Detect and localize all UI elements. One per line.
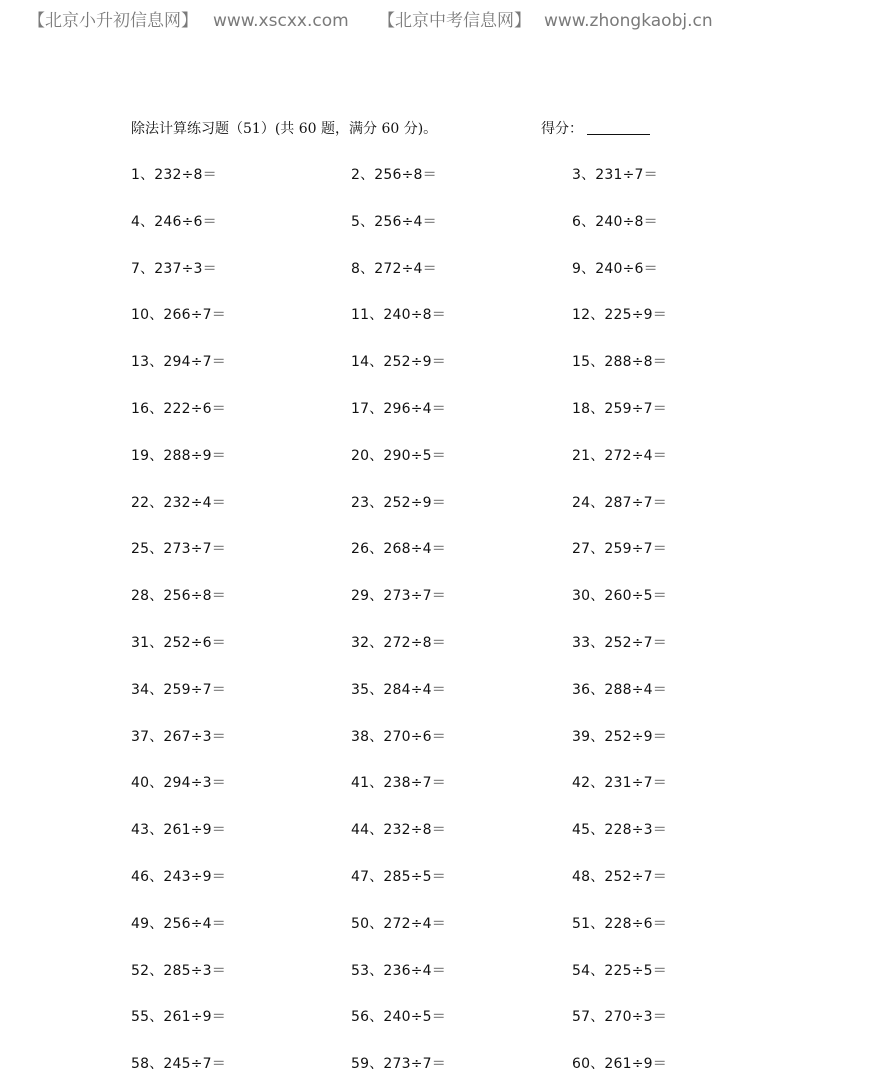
problem-item: 43、261÷9＝ [131, 822, 226, 839]
problem-item: 58、245÷7＝ [131, 1056, 226, 1073]
problem-item: 11、240÷8＝ [351, 307, 446, 324]
problem-item: 36、288÷4＝ [572, 681, 667, 698]
problem-item: 26、268÷4＝ [351, 541, 446, 558]
problem-item: 15、288÷8＝ [572, 354, 667, 371]
problem-item: 48、252÷7＝ [572, 869, 667, 885]
problem-item: 45、228÷3＝ [572, 822, 667, 839]
problem-item: 9、240÷6＝ [572, 260, 658, 277]
problem-item: 35、284÷4＝ [351, 681, 446, 698]
problem-item: 6、240÷8＝ [572, 213, 658, 230]
problem-item: 56、240÷5＝ [351, 1009, 446, 1026]
header-site-url-secondary[interactable]: www.zhongkaobj.cn [544, 11, 713, 31]
problem-item: 13、294÷7＝ [131, 354, 226, 371]
problem-item: 1、232÷8＝ [131, 167, 217, 183]
header-site-url-primary[interactable]: www.xscxx.com [213, 11, 349, 31]
score-label: 得分： [541, 121, 583, 137]
problem-item: 46、243÷9＝ [131, 869, 226, 885]
problem-item: 30、260÷5＝ [572, 588, 667, 605]
problem-item: 5、256÷4＝ [351, 213, 437, 230]
problem-item: 18、259÷7＝ [572, 401, 667, 417]
problem-item: 2、256÷8＝ [351, 167, 437, 183]
problem-item: 52、285÷3＝ [131, 962, 226, 979]
problem-item: 20、290÷5＝ [351, 447, 446, 464]
problem-item: 4、246÷6＝ [131, 213, 217, 230]
problem-item: 23、252÷9＝ [351, 494, 446, 511]
score-blank-line [587, 134, 650, 135]
problem-item: 29、273÷7＝ [351, 588, 446, 605]
problem-item: 37、267÷3＝ [131, 728, 226, 745]
problem-item: 28、256÷8＝ [131, 588, 226, 605]
problem-item: 3、231÷7＝ [572, 167, 658, 183]
problem-item: 34、259÷7＝ [131, 681, 226, 698]
problem-item: 31、252÷6＝ [131, 635, 226, 651]
problem-item: 22、232÷4＝ [131, 494, 226, 511]
problem-item: 51、228÷6＝ [572, 915, 667, 932]
problem-item: 42、231÷7＝ [572, 775, 667, 792]
header-site-name-primary: 【北京小升初信息网】 [28, 11, 198, 31]
problem-item: 14、252÷9＝ [351, 354, 446, 371]
problem-item: 27、259÷7＝ [572, 541, 667, 558]
problem-item: 10、266÷7＝ [131, 307, 226, 324]
problem-item: 53、236÷4＝ [351, 962, 446, 979]
worksheet-title-row [131, 117, 691, 141]
problem-item: 57、270÷3＝ [572, 1009, 667, 1026]
problem-item: 55、261÷9＝ [131, 1009, 226, 1026]
problem-item: 33、252÷7＝ [572, 635, 667, 651]
problem-item: 38、270÷6＝ [351, 728, 446, 745]
problem-item: 40、294÷3＝ [131, 775, 226, 792]
problem-item: 17、296÷4＝ [351, 401, 446, 417]
problem-item: 8、272÷4＝ [351, 260, 437, 277]
problem-item: 32、272÷8＝ [351, 635, 446, 651]
problem-item: 50、272÷4＝ [351, 915, 446, 932]
problem-item: 41、238÷7＝ [351, 775, 446, 792]
problem-item: 12、225÷9＝ [572, 307, 667, 324]
problem-item: 25、273÷7＝ [131, 541, 226, 558]
problem-item: 47、285÷5＝ [351, 869, 446, 885]
problem-item: 24、287÷7＝ [572, 494, 667, 511]
problem-item: 59、273÷7＝ [351, 1056, 446, 1073]
problem-item: 49、256÷4＝ [131, 915, 226, 932]
problem-item: 19、288÷9＝ [131, 447, 226, 464]
problem-item: 54、225÷5＝ [572, 962, 667, 979]
problem-item: 39、252÷9＝ [572, 728, 667, 745]
problem-item: 44、232÷8＝ [351, 822, 446, 839]
worksheet-title: 除法计算练习题（51）(共 60 题，满分 60 分)。 [131, 121, 438, 137]
problem-item: 60、261÷9＝ [572, 1056, 667, 1073]
header-site-name-secondary: 【北京中考信息网】 [378, 11, 531, 31]
problem-item: 21、272÷4＝ [572, 447, 667, 464]
problem-item: 7、237÷3＝ [131, 260, 217, 277]
problem-item: 16、222÷6＝ [131, 401, 226, 417]
